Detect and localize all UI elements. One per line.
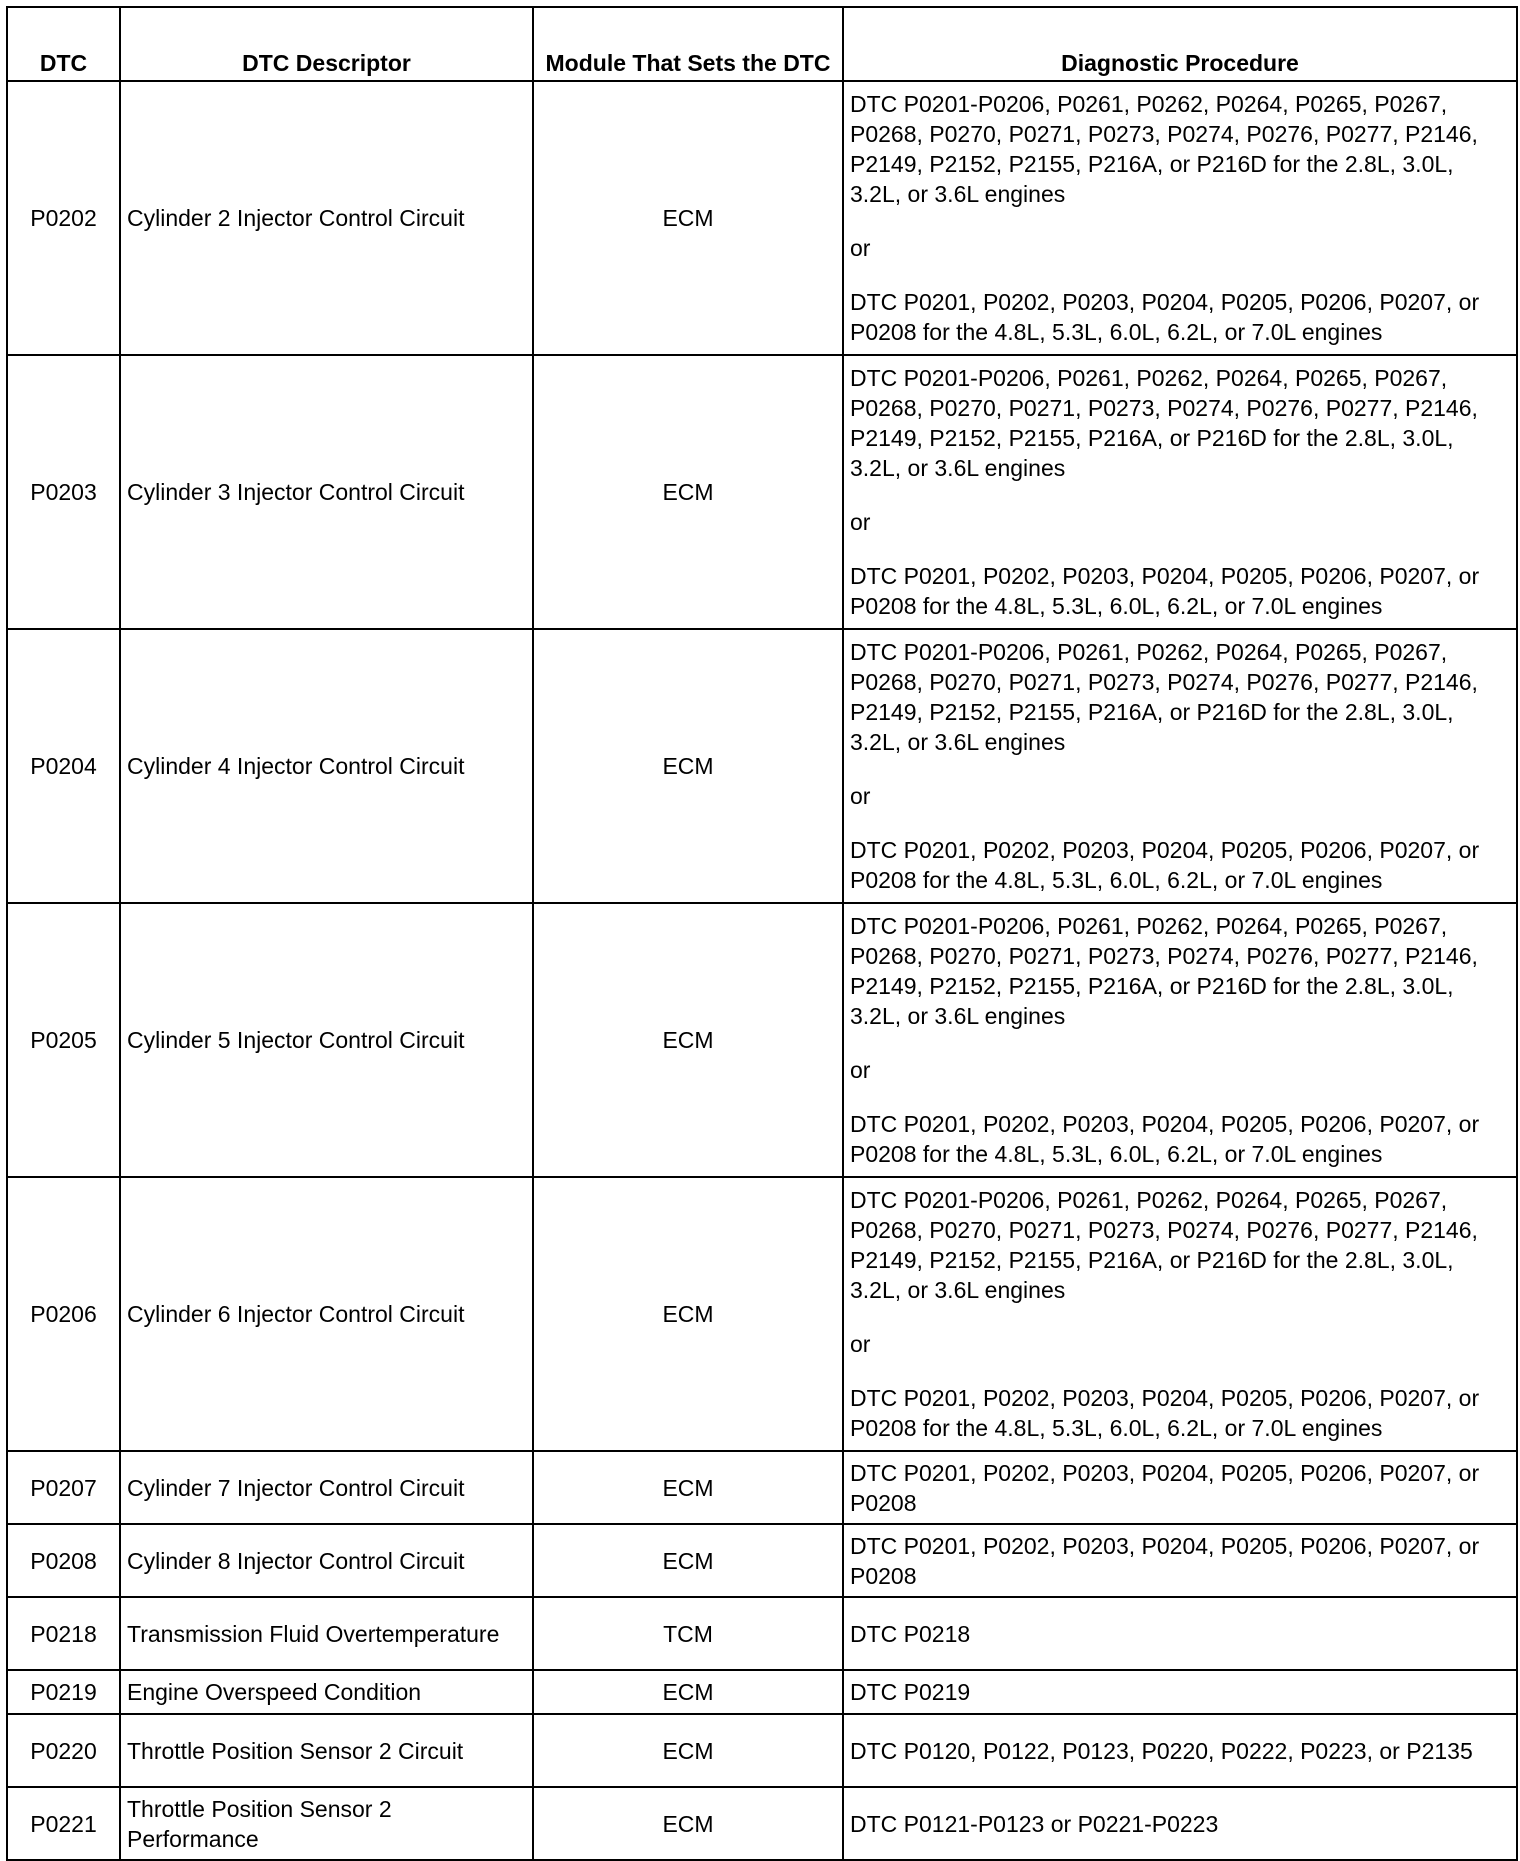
module-name: ECM	[533, 1714, 843, 1787]
module-name: ECM	[533, 81, 843, 355]
module-name: ECM	[533, 903, 843, 1177]
dtc-code: P0219	[7, 1670, 120, 1714]
module-name: ECM	[533, 629, 843, 903]
module-name: TCM	[533, 1597, 843, 1670]
table-row	[7, 1670, 1517, 1714]
diagnostic-procedure	[843, 629, 1517, 903]
dtc-code: P0203	[7, 355, 120, 629]
dtc-descriptor: Cylinder 6 Injector Control Circuit	[120, 1177, 533, 1451]
procedure-or: or	[850, 1331, 871, 1357]
table-row	[7, 1451, 1517, 1524]
table-row	[7, 1177, 1517, 1451]
dtc-descriptor: Cylinder 7 Injector Control Circuit	[120, 1451, 533, 1524]
module-name: ECM	[533, 1670, 843, 1714]
procedure-or: or	[850, 1057, 871, 1083]
table-row	[7, 1714, 1517, 1787]
procedure-or: or	[850, 509, 871, 535]
diagnostic-procedure: DTC P0201, P0202, P0203, P0204, P0205, P0206, P0207, or P0208	[843, 1451, 1517, 1524]
procedure-or: or	[850, 783, 871, 809]
dtc-code: P0218	[7, 1597, 120, 1670]
procedure-text: DTC P0201, P0202, P0203, P0204, P0205, P0206, P0207, or P0208 for the 4.8L, 5.3L, 6.0L, 6.2L, or 7.0L engines	[850, 837, 1480, 893]
table-row	[7, 1787, 1517, 1860]
table-header-row	[7, 7, 1517, 81]
diagnostic-procedure	[843, 355, 1517, 629]
procedure-text: DTC P0201-P0206, P0261, P0262, P0264, P0265, P0267, P0268, P0270, P0271, P0273, P0274, P0276, P0277, P2146, P2149, P2152, P2155, P216A, or P216D for the 2.8L, 3.0L, 3.2L, or 3.6L engines	[850, 639, 1478, 755]
procedure-text: DTC P0201-P0206, P0261, P0262, P0264, P0265, P0267, P0268, P0270, P0271, P0273, P0274, P0276, P0277, P2146, P2149, P2152, P2155, P216A, or P216D for the 2.8L, 3.0L, 3.2L, or 3.6L engines	[850, 365, 1478, 481]
dtc-descriptor: Transmission Fluid Overtemperature	[120, 1597, 533, 1670]
procedure-text: DTC P0201-P0206, P0261, P0262, P0264, P0265, P0267, P0268, P0270, P0271, P0273, P0274, P0276, P0277, P2146, P2149, P2152, P2155, P216A, or P216D for the 2.8L, 3.0L, 3.2L, or 3.6L engines	[850, 1187, 1478, 1303]
header-diagnostic-procedure: Diagnostic Procedure	[843, 7, 1517, 81]
procedure-text: DTC P0201-P0206, P0261, P0262, P0264, P0265, P0267, P0268, P0270, P0271, P0273, P0274, P0276, P0277, P2146, P2149, P2152, P2155, P216A, or P216D for the 2.8L, 3.0L, 3.2L, or 3.6L engines	[850, 913, 1478, 1029]
dtc-code: P0220	[7, 1714, 120, 1787]
diagnostic-procedure: DTC P0219	[843, 1670, 1517, 1714]
dtc-code: P0206	[7, 1177, 120, 1451]
table-row	[7, 629, 1517, 903]
dtc-descriptor: Throttle Position Sensor 2 Performance	[120, 1787, 533, 1860]
table-row	[7, 81, 1517, 355]
procedure-or: or	[850, 235, 871, 261]
header-dtc-descriptor: DTC Descriptor	[120, 7, 533, 81]
procedure-text: DTC P0201-P0206, P0261, P0262, P0264, P0265, P0267, P0268, P0270, P0271, P0273, P0274, P0276, P0277, P2146, P2149, P2152, P2155, P216A, or P216D for the 2.8L, 3.0L, 3.2L, or 3.6L engines	[850, 91, 1478, 207]
module-name: ECM	[533, 355, 843, 629]
diagnostic-procedure: DTC P0121-P0123 or P0221-P0223	[843, 1787, 1517, 1860]
dtc-code: P0207	[7, 1451, 120, 1524]
diagnostic-procedure	[843, 903, 1517, 1177]
dtc-descriptor: Engine Overspeed Condition	[120, 1670, 533, 1714]
module-name: ECM	[533, 1177, 843, 1451]
diagnostic-procedure: DTC P0120, P0122, P0123, P0220, P0222, P0223, or P2135	[843, 1714, 1517, 1787]
dtc-table	[6, 6, 1518, 1861]
table-row	[7, 1597, 1517, 1670]
dtc-descriptor: Cylinder 4 Injector Control Circuit	[120, 629, 533, 903]
module-name: ECM	[533, 1524, 843, 1597]
header-module: Module That Sets the DTC	[533, 7, 843, 81]
dtc-code: P0204	[7, 629, 120, 903]
diagnostic-procedure	[843, 81, 1517, 355]
table-row	[7, 355, 1517, 629]
diagnostic-procedure	[843, 1177, 1517, 1451]
diagnostic-procedure: DTC P0201, P0202, P0203, P0204, P0205, P0206, P0207, or P0208	[843, 1524, 1517, 1597]
dtc-code: P0202	[7, 81, 120, 355]
table-row	[7, 903, 1517, 1177]
header-dtc: DTC	[7, 7, 120, 81]
procedure-text: DTC P0201, P0202, P0203, P0204, P0205, P0206, P0207, or P0208 for the 4.8L, 5.3L, 6.0L, 6.2L, or 7.0L engines	[850, 563, 1480, 619]
dtc-code: P0221	[7, 1787, 120, 1860]
module-name: ECM	[533, 1787, 843, 1860]
dtc-descriptor: Throttle Position Sensor 2 Circuit	[120, 1714, 533, 1787]
dtc-descriptor: Cylinder 8 Injector Control Circuit	[120, 1524, 533, 1597]
dtc-descriptor: Cylinder 5 Injector Control Circuit	[120, 903, 533, 1177]
procedure-text: DTC P0201, P0202, P0203, P0204, P0205, P0206, P0207, or P0208 for the 4.8L, 5.3L, 6.0L, 6.2L, or 7.0L engines	[850, 1385, 1480, 1441]
dtc-descriptor: Cylinder 2 Injector Control Circuit	[120, 81, 533, 355]
diagnostic-procedure: DTC P0218	[843, 1597, 1517, 1670]
table-row	[7, 1524, 1517, 1597]
procedure-text: DTC P0201, P0202, P0203, P0204, P0205, P0206, P0207, or P0208 for the 4.8L, 5.3L, 6.0L, 6.2L, or 7.0L engines	[850, 1111, 1480, 1167]
module-name: ECM	[533, 1451, 843, 1524]
dtc-descriptor: Cylinder 3 Injector Control Circuit	[120, 355, 533, 629]
dtc-code: P0208	[7, 1524, 120, 1597]
procedure-text: DTC P0201, P0202, P0203, P0204, P0205, P0206, P0207, or P0208 for the 4.8L, 5.3L, 6.0L, 6.2L, or 7.0L engines	[850, 289, 1480, 345]
dtc-code: P0205	[7, 903, 120, 1177]
